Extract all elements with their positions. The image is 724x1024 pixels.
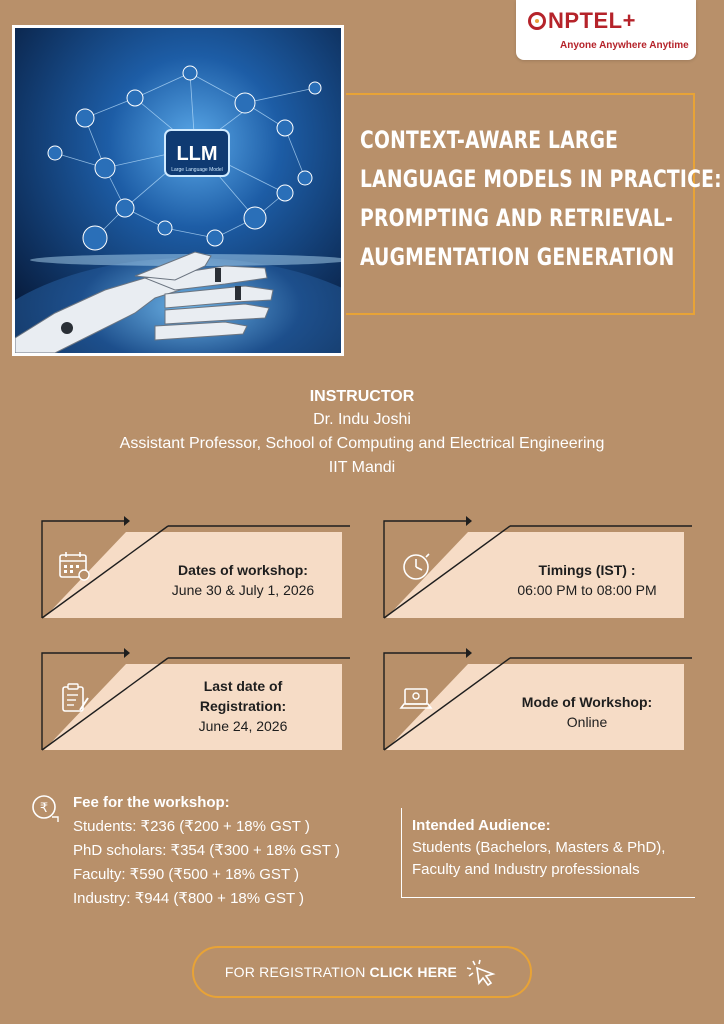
logo-emblem-icon xyxy=(528,12,546,30)
title-line: CONTEXT-AWARE LARGE xyxy=(360,126,619,154)
last-date-value: June 24, 2026 xyxy=(198,718,288,734)
mode-card xyxy=(380,650,690,752)
fee-heading: Fee for the workshop: xyxy=(73,794,230,811)
registration-cta: CLICK HERE xyxy=(369,964,458,980)
dates-label: Dates of workshop: xyxy=(178,562,308,578)
mode-value: Online xyxy=(566,714,608,730)
fee-row: Faculty: ₹590 (₹500 + 18% GST ) xyxy=(73,866,299,883)
timings-value: 06:00 PM to 08:00 PM xyxy=(517,582,657,598)
nptel-logo xyxy=(516,0,696,60)
fee-section xyxy=(73,791,340,911)
title-line: LANGUAGE MODELS IN PRACTICE: xyxy=(360,165,722,193)
logo-wordmark xyxy=(528,8,636,34)
rupee-coin-icon xyxy=(30,793,60,823)
title-line: AUGMENTATION GENERATION xyxy=(360,243,675,271)
timings-card xyxy=(380,518,690,620)
clock-icon xyxy=(398,548,434,584)
last-date-label-2: Registration: xyxy=(199,698,287,714)
svg-text:₹: ₹ xyxy=(39,801,49,816)
timings-label: Timings (IST) : xyxy=(538,562,636,578)
mode-label: Mode of Workshop: xyxy=(521,694,653,710)
cursor-click-icon xyxy=(465,957,499,987)
fee-row: Students: ₹236 (₹200 + 18% GST ) xyxy=(73,818,310,835)
clipboard-icon xyxy=(56,680,92,716)
instructor-heading: INSTRUCTOR xyxy=(309,388,415,405)
llm-chip-label: LLM xyxy=(176,143,218,165)
dates-value: June 30 & July 1, 2026 xyxy=(171,582,315,598)
title-line: PROMPTING AND RETRIEVAL- xyxy=(360,204,674,232)
last-date-label-1: Last date of xyxy=(203,678,283,694)
instructor-name: Dr. Indu Joshi xyxy=(313,411,411,428)
audience-heading: Intended Audience: xyxy=(412,817,551,834)
registration-button[interactable] xyxy=(192,946,532,998)
fee-row: PhD scholars: ₹354 (₹300 + 18% GST ) xyxy=(73,842,340,859)
audience-section xyxy=(412,815,702,881)
registration-prefix: FOR REGISTRATION xyxy=(224,964,366,980)
dates-card xyxy=(38,518,348,620)
fee-row: Industry: ₹944 (₹800 + 18% GST ) xyxy=(73,890,305,907)
last-date-card xyxy=(38,650,348,752)
workshop-title xyxy=(360,121,722,277)
laptop-icon xyxy=(398,680,434,716)
hero-image xyxy=(12,25,344,356)
instructor-designation: Assistant Professor, School of Computing and Electrical Engineering xyxy=(119,435,605,452)
audience-line: Students (Bachelors, Masters & PhD), xyxy=(412,839,666,856)
llm-chip-sublabel: Large Language Model xyxy=(171,167,223,173)
audience-line: Faculty and Industry professionals xyxy=(412,861,640,878)
instructor-institute: IIT Mandi xyxy=(328,459,396,476)
calendar-icon xyxy=(56,548,92,584)
logo-tagline: Anyone Anywhere Anytime xyxy=(560,40,689,51)
logo-brand: NPTEL+ xyxy=(548,8,636,33)
